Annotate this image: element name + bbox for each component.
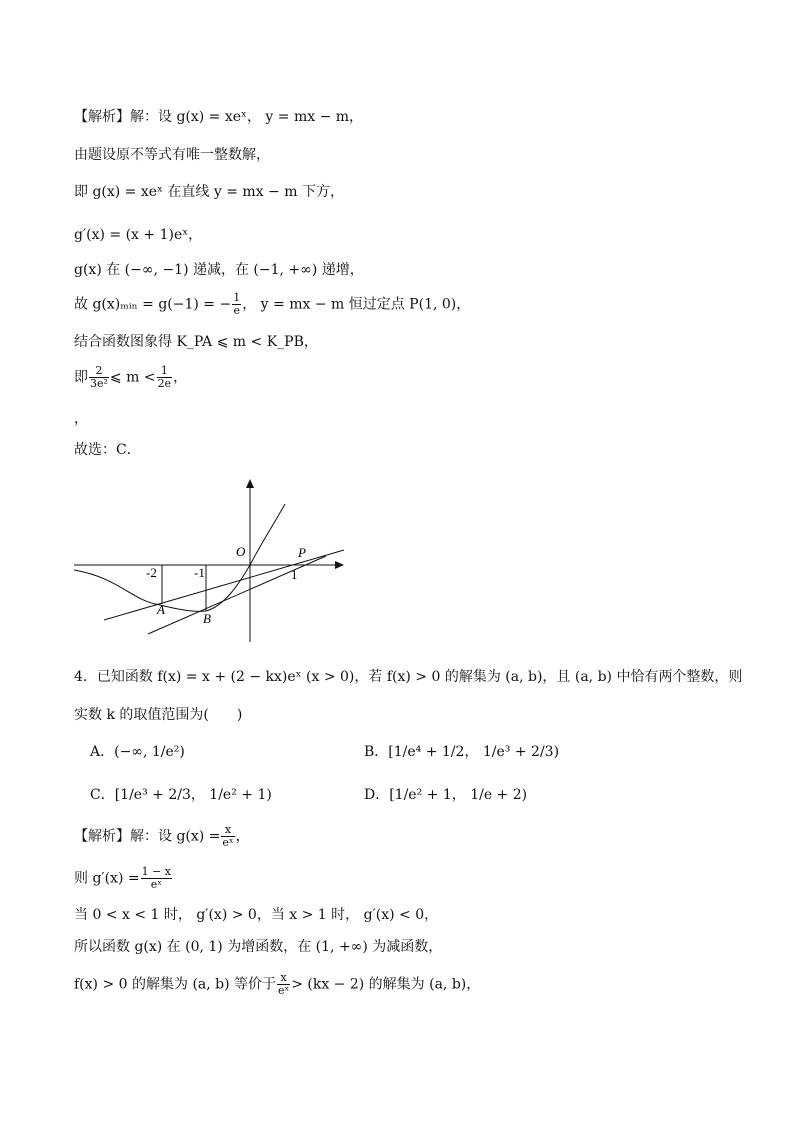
curve-gx — [74, 504, 285, 611]
solution-line-10: 故选：C． — [74, 442, 141, 458]
derivative-text: 则 g′(x) = — [74, 870, 140, 887]
solution-line-3: 即 g(x) = xeˣ 在直线 y = mx − m 下方， — [74, 184, 344, 200]
comma: ， — [235, 828, 250, 845]
solution-line-1: 【解析】解：设 g(x) = xeˣ， y = mx − m， — [74, 109, 364, 125]
label-o: O — [236, 544, 246, 559]
line-pb — [148, 556, 326, 634]
x-axis-arrow — [335, 561, 344, 569]
comma: ， — [173, 369, 188, 386]
solution-line-4: g′(x) = (x + 1)eˣ， — [74, 227, 203, 243]
solution4-line-5 — [74, 972, 480, 997]
label-b: B — [203, 611, 211, 626]
min-value-text: 故 g(x)ₘᵢₙ = g(−1) = − — [74, 296, 232, 313]
option-b[interactable]: B．[1/e⁴ + 1/2， 1/e³ + 2/3) — [364, 744, 560, 760]
fraction-x-over-ex: $\frac{x}{\text{eˣ}}$ — [222, 823, 234, 849]
label-minus-1: -1 — [194, 565, 205, 580]
fraction-1-minus-x-over-ex: $\frac{1 - x}{\text{eˣ}}$ — [141, 865, 172, 891]
solution4-line-3: 当 0 < x < 1 时， g′(x) > 0，当 x > 1 时， g′(x) < 0， — [74, 907, 439, 923]
option-c[interactable]: C．[1/e³ + 2/3， 1/e² + 1) — [90, 787, 272, 803]
question4-stem-line1: 4．已知函数 f(x) = x + (2 − kx)eˣ (x > 0)，若 f(x) > 0 的解集为 (a, b)，且 (a, b) 中恰有两个整数，则 — [74, 669, 743, 685]
line-pa — [104, 550, 344, 620]
question4-stem-line2: 实数 k 的取值范围为( ) — [74, 707, 243, 723]
solution4-line-4: 所以函数 g(x) 在 (0, 1) 为增函数，在 (1, +∞) 为减函数， — [74, 939, 443, 955]
solution-line-9: ， — [74, 411, 88, 427]
fraction-2-over-3e2: $\frac{2}{\text{3e²}}$ — [90, 364, 108, 390]
equivalence-text: f(x) > 0 的解集为 (a, b) 等价于 — [74, 976, 277, 993]
option-d[interactable]: D．[1/e² + 1， 1/e + 2) — [364, 787, 528, 803]
fixed-point-text: ， y = mx − m 恒过定点 P(1, 0)， — [242, 296, 471, 313]
inequality-middle: ⩽ m < — [109, 369, 156, 386]
solution-line-6 — [74, 292, 470, 317]
ji-text: 即 — [74, 369, 88, 386]
function-graph-figure — [0, 470, 794, 650]
solution4-line-2 — [74, 866, 173, 891]
label-one: 1 — [291, 567, 298, 582]
solution-line-8 — [74, 365, 187, 390]
solution-line-7: 结合函数图象得 K_PA ⩽ m < K_PB， — [74, 334, 318, 350]
label-a: A — [157, 602, 165, 617]
label-p: P — [298, 545, 306, 560]
fraction-x-over-ex-2: $\frac{x}{\text{eˣ}}$ — [278, 971, 290, 997]
solution-set-text: > (kx − 2) 的解集为 (a, b)， — [291, 976, 481, 993]
fraction-1-over-2e: $\frac{1}{2e}$ — [157, 364, 172, 390]
label-minus-2: -2 — [146, 565, 157, 580]
solution-line-2: 由题设原不等式有唯一整数解， — [74, 147, 270, 163]
fraction-1-over-e: $\frac{1}{e}$ — [233, 291, 241, 317]
option-a[interactable]: A．(−∞, 1/e²) — [90, 744, 185, 760]
solution4-line-1 — [74, 824, 250, 849]
solution-line-5: g(x) 在 (−∞, −1) 递减，在 (−1, +∞) 递增， — [74, 262, 364, 278]
set-g-text: 【解析】解：设 g(x) = — [74, 828, 221, 845]
y-axis-arrow — [246, 479, 254, 488]
